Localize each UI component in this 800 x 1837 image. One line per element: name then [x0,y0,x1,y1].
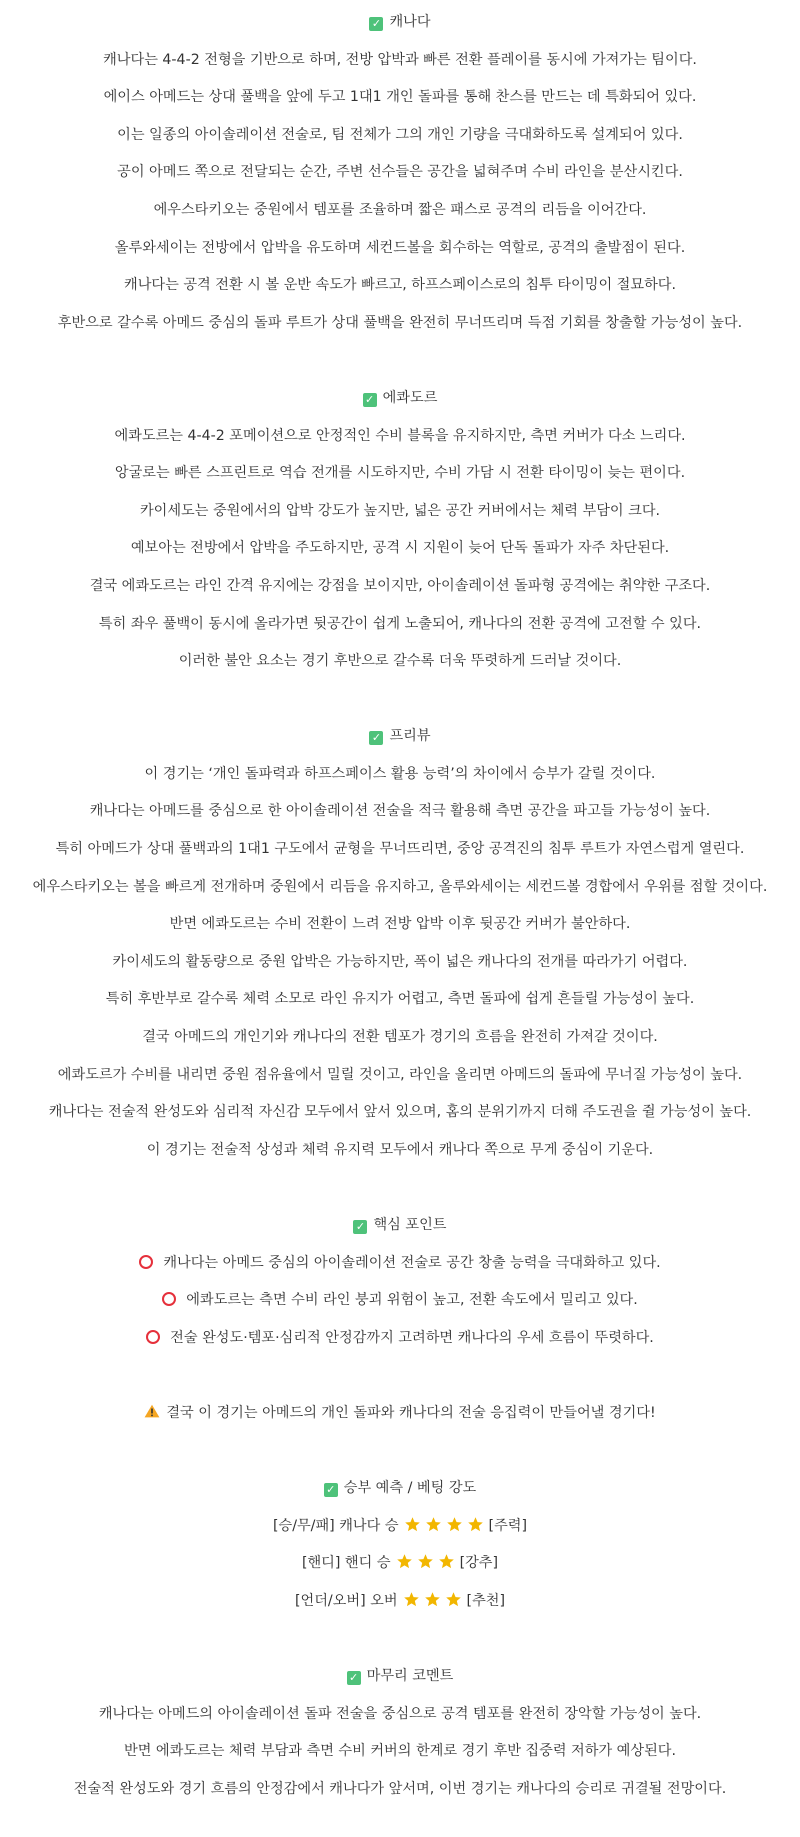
paragraph-line: 결국 에콰도르는 라인 간격 유지에는 강점을 보이지만, 아이솔레이션 돌파형 공격에는 취약한 구조다. [89,577,711,594]
section-heading-closing: ✓ 마무리 코멘트 [0,1658,800,1696]
star-rating [402,1518,486,1534]
paragraph-line: 특히 좌우 풀백이 동시에 올라가면 뒷공간이 쉽게 노출되어, 캐나다의 전환 공격에 고전할 수 있다. [98,615,702,632]
star-rating [401,1593,464,1609]
paragraph-line: 결국 아메드의 개인기와 캐나다의 전환 템포가 경기의 흐름을 완전히 가져갈 것이다. [142,1029,658,1046]
paragraph-line: 캐나다는 전술적 완성도와 심리적 자신감 모두에서 앞서 있으며, 홈의 분위기까지 더해 주도권을 쥘 가능성이 높다. [48,1104,752,1121]
paragraph-line: 캐나다는 아메드의 아이솔레이션 돌파 전술을 중심으로 공격 템포를 완전히 장악할 가능성이 높다. [98,1705,702,1722]
paragraph-line: 후반으로 갈수록 아메드 중심의 돌파 루트가 상대 풀백을 완전히 무너뜨리며 득점 기회를 창출할 가능성이 높다. [57,314,743,331]
paragraph-line: 앙굴로는 빠른 스프린트로 역습 전개를 시도하지만, 수비 가담 시 전환 타이밍이 늦는 편이다. [114,465,686,482]
star-icon [417,1553,434,1570]
spacer [0,1169,800,1207]
paragraph-line: 예보아는 전방에서 압박을 주도하지만, 공격 시 지원이 늦어 단독 돌파가 자주 차단된다. [130,540,670,557]
paragraph-line: 이러한 불안 요소는 경기 후반으로 갈수록 더욱 뚜렷하게 드러날 것이다. [178,653,622,670]
star-rating [394,1555,457,1571]
paragraph-line: 카이세도의 활동량으로 중원 압박은 가능하지만, 폭이 넓은 캐나다의 전개를 따라가기 어렵다. [112,953,688,970]
spacer [0,1621,800,1659]
paragraph-line: 에콰도르는 4-4-2 포메이션으로 안정적인 수비 블록을 유지하지만, 측면 커버가 다소 느리다. [114,427,686,444]
check-icon: ✓ [347,1671,361,1685]
paragraph-line: 반면 에콰도르는 수비 전환이 느려 전방 압박 이후 뒷공간 커버가 불안하다. [169,916,631,933]
star-icon [403,1591,420,1608]
key-point-item: 캐나다는 아메드 중심의 아이솔레이션 전술로 공간 창출 능력을 극대화하고 있다. [0,1245,800,1283]
check-icon: ✓ [324,1483,338,1497]
red-circle-icon [146,1330,160,1344]
star-icon [404,1516,421,1533]
paragraph-line: 특히 후반부로 갈수록 체력 소모로 라인 유지가 어렵고, 측면 돌파에 쉽게 흔들릴 가능성이 높다. [105,991,695,1008]
paragraph-line: 이 경기는 ‘개인 돌파력과 하프스페이스 활용 능력’의 차이에서 승부가 갈릴 것이다. [144,765,656,782]
key-point-item: 전술 완성도·템포·심리적 안정감까지 고려하면 캐나다의 우세 흐름이 뚜렷하다. [0,1320,800,1358]
paragraph-line: 카이세도는 중원에서의 압박 강도가 높지만, 넓은 공간 커버에서는 체력 부담이 크다. [139,502,661,519]
check-icon: ✓ [369,731,383,745]
spacer [0,681,800,719]
warning-icon [144,1404,160,1418]
paragraph-line: 캐나다는 아메드를 중심으로 한 아이솔레이션 전술을 적극 활용해 측면 공간을 파고들 가능성이 높다. [89,803,711,820]
star-icon [446,1516,463,1533]
red-circle-icon [139,1255,153,1269]
star-icon [424,1591,441,1608]
warning-callout: 결국 이 경기는 아메드의 개인 돌파와 캐나다의 전술 응집력이 만들어낼 경기다! [0,1395,800,1433]
paragraph-line: 캐나다는 공격 전환 시 볼 운반 속도가 빠르고, 하프스페이스로의 침투 타이밍이 절묘하다. [123,277,676,294]
section-heading-canada: ✓ 캐나다 [0,4,800,42]
section-heading-ecuador: ✓ 에콰도르 [0,380,800,418]
paragraph-line: 에우스타키오는 중원에서 템포를 조율하며 짧은 패스로 공격의 리듬을 이어간다. [153,201,647,218]
star-icon [445,1591,462,1608]
paragraph-line: 에콰도르가 수비를 내리면 중원 점유율에서 밀릴 것이고, 라인을 올리면 아메드의 돌파에 무너질 가능성이 높다. [57,1066,743,1083]
section-heading-preview: ✓ 프리뷰 [0,718,800,756]
paragraph-line: 특히 아메드가 상대 풀백과의 1대1 구도에서 균형을 무너뜨리면, 중앙 공격진의 침투 루트가 자연스럽게 열린다. [55,841,745,858]
check-icon: ✓ [353,1220,367,1234]
red-circle-icon [162,1292,176,1306]
spacer [0,342,800,380]
section-heading-key-points: ✓ 핵심 포인트 [0,1207,800,1245]
paragraph-line: 에이스 아메드는 상대 풀백을 앞에 두고 1대1 개인 돌파를 통해 찬스를 만드는 데 특화되어 있다. [103,89,697,106]
paragraph-line: 반면 에콰도르는 체력 부담과 측면 수비 커버의 한계로 경기 후반 집중력 저하가 예상된다. [123,1743,676,1760]
paragraph-line: 캐나다는 4-4-2 전형을 기반으로 하며, 전방 압박과 빠른 전환 플레이를 동시에 가져가는 팀이다. [103,51,697,68]
spacer [0,1433,800,1471]
key-point-item: 에콰도르는 측면 수비 라인 붕괴 위험이 높고, 전환 속도에서 밀리고 있다. [0,1282,800,1320]
section-heading-prediction: ✓ 승부 예측 / 베팅 강도 [0,1470,800,1508]
paragraph-line: 공이 아메드 쪽으로 전달되는 순간, 주변 선수들은 공간을 넓혀주며 수비 라인을 분산시킨다. [117,164,683,181]
star-icon [425,1516,442,1533]
star-icon [438,1553,455,1570]
prediction-pick: [언더/오버] 오버 [추천] [294,1592,506,1609]
paragraph-line: 전술적 완성도와 경기 흐름의 안정감에서 캐나다가 앞서며, 이번 경기는 캐나다의 승리로 귀결될 전망이다. [73,1780,727,1797]
paragraph-line: 이는 일종의 아이솔레이션 전술로, 팀 전체가 그의 개인 기량을 극대화하도록 설계되어 있다. [117,126,683,143]
paragraph-line: 올루와세이는 전방에서 압박을 유도하며 세컨드볼을 회수하는 역할로, 공격의 출발점이 된다. [114,239,686,256]
prediction-pick: [핸디] 핸디 승 [강추] [301,1555,499,1572]
paragraph-line: 에우스타키오는 볼을 빠르게 전개하며 중원에서 리듬을 유지하고, 올루와세이는 세컨드볼 경합에서 우위를 점할 것이다. [32,878,768,895]
star-icon [467,1516,484,1533]
star-icon [396,1553,413,1570]
prediction-pick: [승/무/패] 캐나다 승 [주력] [272,1517,528,1534]
check-icon: ✓ [363,393,377,407]
spacer [0,1357,800,1395]
paragraph-line: 이 경기는 전술적 상성과 체력 유지력 모두에서 캐나다 쪽으로 무게 중심이 기운다. [146,1141,654,1158]
check-icon: ✓ [369,17,383,31]
